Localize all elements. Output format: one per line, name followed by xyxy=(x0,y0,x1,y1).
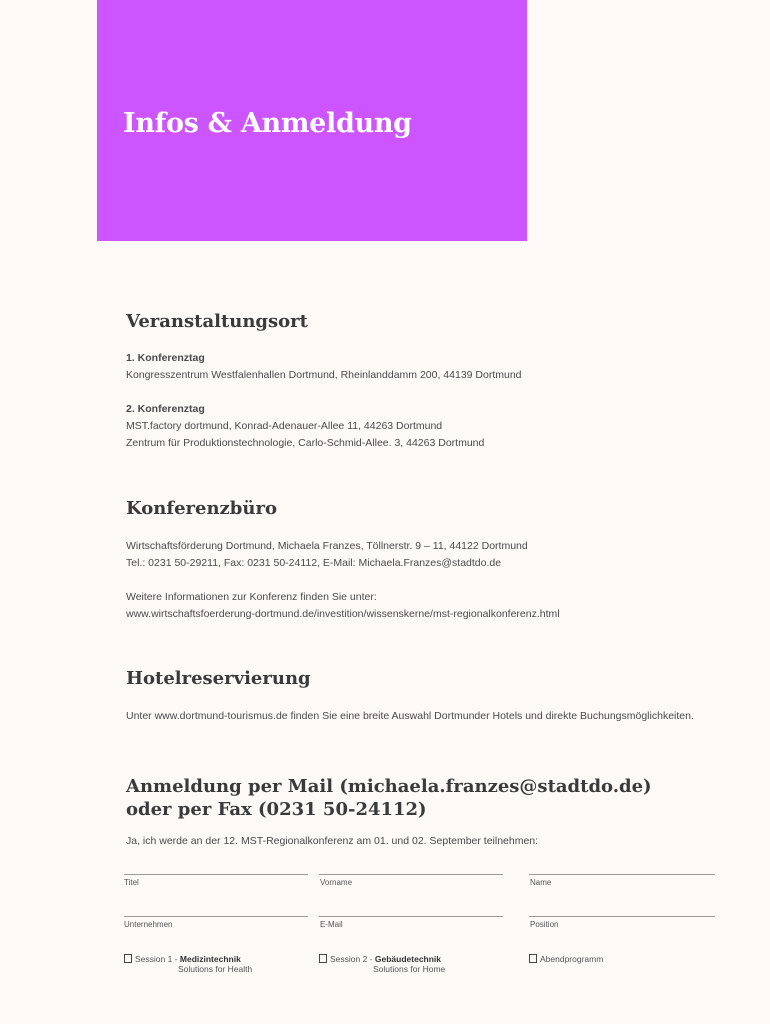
venue-heading: Veranstaltungsort xyxy=(126,311,308,332)
page-title: Infos & Anmeldung xyxy=(123,108,412,139)
email-field[interactable] xyxy=(319,916,503,917)
session2-prefix: Session 2 - xyxy=(330,954,375,964)
office-address: Wirtschaftsförderung Dortmund, Michaela Franzes, Töllnerstr. 9 – 11, 44122 Dortmund xyxy=(126,540,528,552)
office-heading: Konferenzbüro xyxy=(126,498,277,519)
hotel-heading: Hotelreservierung xyxy=(126,668,311,689)
session2-subtitle: Solutions for Home xyxy=(373,964,446,974)
evening-option[interactable] xyxy=(529,954,603,964)
session1-option[interactable] xyxy=(124,954,252,974)
vorname-field[interactable] xyxy=(319,874,503,875)
session2-name: Gebäudetechnik xyxy=(374,954,442,964)
position-label: Position xyxy=(530,920,559,929)
vorname-label: Vorname xyxy=(320,878,353,887)
session2-option[interactable] xyxy=(319,954,445,974)
venue-day2-address1: MST.factory dortmund, Konrad-Adenauer-Allee 11, 44263 Dortmund xyxy=(126,420,443,432)
unternehmen-field[interactable] xyxy=(124,916,308,917)
name-field[interactable] xyxy=(529,874,715,875)
venue-day1-label: 1. Konferenztag xyxy=(126,352,205,364)
evening-label: Abendprogramm xyxy=(540,954,604,964)
email-label: E-Mail xyxy=(320,920,343,929)
venue-day2-label: 2. Konferenztag xyxy=(126,403,205,415)
titel-label: Titel xyxy=(124,878,139,887)
registration-intro: Ja, ich werde an der 12. MST-Regionalkonferenz am 01. und 02. September teilnehmen: xyxy=(126,835,539,847)
office-info-link[interactable]: www.wirtschaftsfoerderung-dortmund.de/investition/wissenskerne/mst-regionalkonferenz.html xyxy=(126,608,560,620)
office-info-text: Weitere Informationen zur Konferenz finden Sie unter: xyxy=(126,591,377,603)
evening-checkbox[interactable] xyxy=(529,954,537,963)
venue-day1-address: Kongresszentrum Westfalenhallen Dortmund, Rheinlanddamm 200, 44139 Dortmund xyxy=(126,369,522,381)
session1-checkbox[interactable] xyxy=(124,954,132,963)
session1-prefix: Session 1 - xyxy=(135,954,180,964)
office-contact: Tel.: 0231 50-29211, Fax: 0231 50-24112, E-Mail: Michaela.Franzes@stadtdo.de xyxy=(126,557,502,569)
session1-name: Medizintechnik xyxy=(179,954,241,964)
hotel-text: Unter www.dortmund-tourismus.de finden Sie eine breite Auswahl Dortmunder Hotels und direkte Buchungsmöglichkeiten. xyxy=(126,710,694,722)
unternehmen-label: Unternehmen xyxy=(124,920,173,929)
hero-banner xyxy=(97,0,527,241)
position-field[interactable] xyxy=(529,916,715,917)
registration-heading-fax: oder per Fax (0231 50-24112) xyxy=(126,799,427,820)
titel-field[interactable] xyxy=(124,874,308,875)
session1-subtitle: Solutions for Health xyxy=(178,964,253,974)
name-label: Name xyxy=(530,878,552,887)
registration-heading-mail: Anmeldung per Mail (michaela.franzes@stadtdo.de) xyxy=(126,776,652,797)
session2-checkbox[interactable] xyxy=(319,954,327,963)
venue-day2-address2: Zentrum für Produktionstechnologie, Carlo-Schmid-Allee. 3, 44263 Dortmund xyxy=(126,437,485,449)
